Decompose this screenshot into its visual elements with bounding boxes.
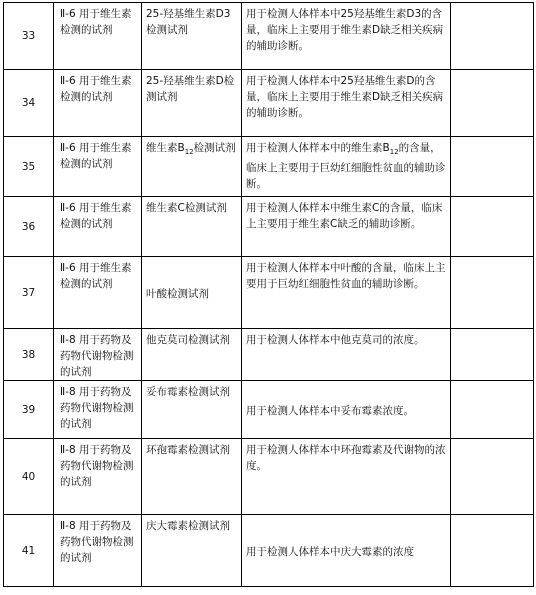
row-number: 36 (4, 197, 54, 257)
category-cell: Ⅱ-8 用于药物及药物代谢物检测的试剂 (54, 515, 142, 587)
table-row (4, 257, 534, 329)
product-name-cell: 他克莫司检测试剂 (142, 329, 242, 381)
remarks-cell (451, 329, 534, 381)
table-row (4, 197, 534, 257)
product-name-cell: 庆大霉素检测试剂 (142, 515, 242, 587)
product-name-text: 维生素B (146, 142, 185, 154)
remarks-cell (451, 381, 534, 439)
intended-use-cell: 用于检测人体样本中25羟基维生素D的含量，临床上主要用于维生素D缺乏相关疾病的辅助诊断。 (242, 70, 451, 137)
remarks-cell (451, 439, 534, 515)
remarks-cell (451, 515, 534, 587)
product-name-cell: 25-羟基维生素D3检测试剂 (142, 3, 242, 70)
table-row (4, 381, 534, 439)
intended-use-cell: 用于检测人体样本中环孢霉素及代谢物的浓度。 (242, 439, 451, 515)
table-row (4, 3, 534, 70)
row-number: 37 (4, 257, 54, 329)
intended-use-cell: 用于检测人体样本中25羟基维生素D3的含量，临床上主要用于维生素D缺乏相关疾病的辅助诊断。 (242, 3, 451, 70)
table-row (4, 329, 534, 381)
intended-use-cell: 用于检测人体样本中叶酸的含量，临床上主要用于巨幼红细胞性贫血的辅助诊断。 (242, 257, 451, 329)
intended-use-cell (242, 137, 451, 197)
intended-use-text: 用于检测人体样本中的维生素B (246, 142, 390, 154)
table-row (4, 70, 534, 137)
category-cell: Ⅱ-8 用于药物及药物代谢物检测的试剂 (54, 439, 142, 515)
table-row (4, 439, 534, 515)
row-number: 33 (4, 3, 54, 70)
remarks-cell (451, 257, 534, 329)
subscript: 12 (389, 148, 399, 157)
category-cell: Ⅱ-6 用于维生素检测的试剂 (54, 70, 142, 137)
category-cell: Ⅱ-6 用于维生素检测的试剂 (54, 197, 142, 257)
intended-use-cell: 用于检测人体样本中庆大霉素的浓度 (242, 515, 451, 587)
category-cell: Ⅱ-8 用于药物及药物代谢物检测的试剂 (54, 381, 142, 439)
product-name-cell: 维生素C检测试剂 (142, 197, 242, 257)
row-number: 38 (4, 329, 54, 381)
row-number: 40 (4, 439, 54, 515)
remarks-cell (451, 3, 534, 70)
intended-use-cell: 用于检测人体样本中他克莫司的浓度。 (242, 329, 451, 381)
remarks-cell (451, 137, 534, 197)
product-name-cell: 环孢霉素检测试剂 (142, 439, 242, 515)
product-name-cell: 妥布霉素检测试剂 (142, 381, 242, 439)
product-name-cell: 叶酸检测试剂 (142, 257, 242, 329)
table-row (4, 137, 534, 197)
product-name-cell (142, 137, 242, 197)
product-name-cell: 25-羟基维生素D检测试剂 (142, 70, 242, 137)
intended-use-cell: 用于检测人体样本中妥布霉素浓度。 (242, 381, 451, 439)
subscript: 12 (184, 148, 194, 157)
intended-use-text: 的含量，临床上主要用于巨幼红细胞性贫血的辅助诊断。 (246, 142, 446, 191)
remarks-cell (451, 197, 534, 257)
reagent-classification-table (3, 2, 534, 587)
row-number: 34 (4, 70, 54, 137)
category-cell: Ⅱ-6 用于维生素检测的试剂 (54, 3, 142, 70)
category-cell: Ⅱ-6 用于维生素检测的试剂 (54, 137, 142, 197)
intended-use-cell: 用于检测人体样本中维生素C的含量，临床上主要用于维生素C缺乏的辅助诊断。 (242, 197, 451, 257)
row-number: 39 (4, 381, 54, 439)
row-number: 41 (4, 515, 54, 587)
remarks-cell (451, 70, 534, 137)
category-cell: Ⅱ-6 用于维生素检测的试剂 (54, 257, 142, 329)
product-name-text: 检测试剂 (193, 142, 236, 154)
category-cell: Ⅱ-8 用于药物及药物代谢物检测的试剂 (54, 329, 142, 381)
table-row (4, 515, 534, 587)
row-number: 35 (4, 137, 54, 197)
